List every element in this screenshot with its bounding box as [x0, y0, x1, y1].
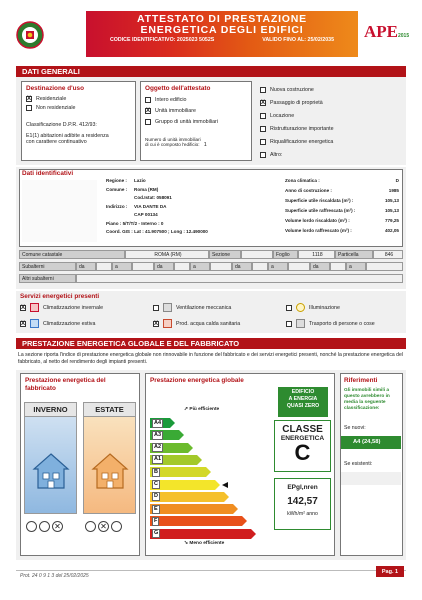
validita: VALIDO FINO AL: 25/02/2035 — [262, 37, 335, 43]
building-photo — [22, 180, 97, 242]
classe-value: C — [294, 440, 311, 465]
energy-class-c — [150, 480, 215, 490]
checkbox-checked[interactable]: X — [154, 320, 159, 327]
prestazione-intro: La sezione riporta l'indice di prestazione energetica globale non rinnovabile in funzione del fabbricato e dei servizi energetici presenti, nonché la prestazione energetica del fabbricato, al netto del rendimento degli impianti presenti. — [18, 352, 403, 365]
se-nuovi-arrow — [341, 436, 401, 449]
particella-value: 846 — [373, 250, 403, 259]
checkbox[interactable] — [260, 126, 266, 132]
servizio-climatizzazione-estiva[interactable]: X Climatizzazione estiva — [21, 320, 96, 327]
numero-unita-label-2: di cui è composto l'edificio: — [145, 142, 200, 147]
sezione-label: Sezione — [209, 250, 241, 259]
faucet-icon — [163, 319, 172, 328]
elevator-icon — [296, 319, 305, 328]
energy-class-label: A3 — [154, 431, 162, 438]
estate-label: ESTATE — [84, 403, 135, 417]
zero-energy-badge: EDIFICIO A ENERGIA QUASI ZERO — [278, 387, 328, 417]
piu-efficiente-label: Più efficiente — [189, 407, 220, 412]
classificazione-label: Classificazione D.P.R. 412/93: — [26, 122, 97, 128]
energy-class-label: E — [154, 505, 158, 512]
identificativi-left: Regione : Lazio Comune : Roma (RM) Cod.Istat: 058091 Indirizzo : VIA DANTE DA CAP 00134 Piano : 5/T/T/2 - Interno : 0 Coord. GIS : Lat : 41.907500 ; Long : 12.490000 — [106, 178, 208, 234]
classe-label: CLASSE — [282, 424, 323, 435]
document-title-line2: ENERGETICA DEGLI EDIFICI — [140, 24, 304, 36]
classificazione-value-1: E1(1) abitazioni adibite a residenza — [26, 133, 109, 139]
checkbox-checked[interactable]: X — [27, 95, 32, 102]
checkbox[interactable] — [26, 105, 32, 111]
destinazione-box — [21, 81, 136, 161]
smiley-neutral-icon — [39, 521, 50, 532]
energy-class-label: A2 — [154, 444, 162, 451]
inverno-panel — [24, 402, 77, 514]
energy-class-label: F — [154, 517, 158, 524]
fabbricato-title-1: Prestazione energetica del — [25, 377, 106, 384]
checkbox[interactable] — [260, 113, 266, 119]
epgl-box — [274, 478, 331, 530]
arrow-up-icon: ➚ — [184, 407, 189, 412]
energy-class-a1 — [150, 455, 197, 465]
servizio-acqua-calda[interactable]: X Prod. acqua calda sanitaria — [154, 320, 241, 327]
energy-class-label: A1 — [154, 456, 162, 463]
smiley-icon — [26, 521, 37, 532]
subalterni-label: Subalterni — [19, 262, 76, 271]
oggetto-box — [140, 81, 252, 161]
checkbox[interactable] — [286, 321, 292, 327]
comune-catastale-label: Comune catastale — [19, 250, 125, 259]
energy-class-a3 — [150, 430, 179, 440]
energy-class-d — [150, 492, 224, 502]
checkbox-checked[interactable]: X — [21, 320, 26, 327]
destinazione-non-residenziale[interactable]: Non residenziale — [26, 103, 131, 112]
ape-logo: APE2015 — [364, 22, 410, 41]
energy-class-b — [150, 467, 206, 477]
energy-class-a4 — [150, 418, 170, 428]
se-esistenti-arrow — [341, 472, 401, 485]
page-number: Pag. 1 — [376, 566, 404, 577]
numero-unita-value: 1 — [203, 142, 207, 148]
energy-class-label: B — [154, 468, 158, 475]
energy-class-label: D — [154, 493, 158, 500]
particella-label: Particella — [335, 250, 373, 259]
riferimenti-box — [340, 373, 403, 556]
smiley-icon — [85, 521, 96, 532]
energetica-label: ENERGETICA — [280, 435, 325, 442]
globale-box — [145, 373, 335, 556]
destinazione-residenziale[interactable]: X Residenziale — [27, 95, 67, 102]
house-summer-icon — [90, 451, 130, 491]
smiley-neutral-selected-icon: ✕ — [98, 521, 109, 532]
snowflake-icon — [30, 319, 39, 328]
smiley-row-estate — [85, 521, 122, 532]
energy-class-a2 — [150, 443, 188, 453]
identificativi-right: Zona climatica : D Anno di costruzione : 1985 Superficie utile riscaldata (m²) : 105,13 Superficie utile raffrescata (m²) : 105,13 Volume lordo riscaldato (m³) : 779,25 Volume lordo raffrescato (m³) : 402,05 — [285, 178, 399, 233]
checkbox-checked[interactable]: X — [21, 304, 26, 311]
energy-class-label: A4 — [154, 419, 162, 426]
smiley-row-inverno — [26, 521, 63, 532]
fabbricato-box — [20, 373, 140, 556]
sezione-value — [241, 250, 273, 259]
epgl-unit: kWh/m² anno — [287, 511, 318, 517]
motivo-nuova-costruzione[interactable]: Nuova costruzione — [260, 83, 400, 96]
energy-class-f — [150, 516, 242, 526]
checkbox[interactable] — [260, 139, 266, 145]
servizio-climatizzazione-invernale[interactable]: X Climatizzazione invernale — [21, 304, 104, 311]
regional-emblem — [16, 20, 44, 50]
epgl-value: 142,57 — [287, 496, 318, 507]
motivo-riqualificazione[interactable]: Riqualificazione energetica — [260, 135, 400, 148]
classificazione-value-2: con carattere continuativo — [26, 139, 87, 145]
altri-subalterni-value — [76, 274, 403, 283]
riferimenti-text: Gli immobili simili a questo avrebbero in media la seguente classificazione: — [344, 388, 390, 411]
document-title-line1: ATTESTATO DI PRESTAZIONE — [137, 13, 307, 25]
se-esistenti-label: Se esistenti: — [344, 461, 373, 467]
radiator-icon — [30, 303, 39, 312]
se-nuovi-label: Se nuovi: — [344, 425, 366, 431]
servizio-trasporto[interactable]: Trasporto di persone o cose — [286, 319, 375, 328]
estate-panel — [83, 402, 136, 514]
numero-unita-label-1: Numero di unità immobiliari — [145, 137, 201, 142]
motivo-passaggio-proprieta[interactable]: X Passaggio di proprietà — [261, 99, 323, 106]
se-nuovi-value: A4 (24,58) — [353, 439, 381, 445]
dati-identificativi-title: Dati identificativi — [22, 170, 74, 177]
arrow-down-icon: ➘ — [184, 541, 189, 546]
riferimenti-title: Riferimenti — [344, 377, 378, 384]
checkbox[interactable] — [153, 305, 159, 311]
energy-class-e — [150, 504, 233, 514]
classe-energetica-box — [274, 420, 331, 472]
energy-class-g — [150, 529, 251, 539]
motivo-altro[interactable]: Altro: — [260, 148, 400, 161]
meno-efficiente-label: Meno efficiente — [189, 541, 225, 546]
foglio-value: 1118 — [298, 250, 335, 259]
comune-catastale-value: ROMA (RM) — [125, 250, 209, 259]
destinazione-title: Destinazione d'uso — [26, 85, 84, 92]
motivo-locazione[interactable]: Locazione — [260, 109, 400, 122]
servizi-title: Servizi energetici presenti — [20, 293, 100, 300]
smiley-sad-icon — [111, 521, 122, 532]
oggetto-intero-edificio[interactable]: Intero edificio — [145, 94, 247, 105]
oggetto-title: Oggetto dell'attestato — [145, 85, 211, 92]
checkbox[interactable] — [145, 119, 151, 125]
altri-subalterni-label: Altri subalterni — [19, 274, 76, 283]
checkbox[interactable] — [260, 152, 266, 158]
checkbox-checked[interactable]: X — [146, 107, 151, 114]
document-header — [86, 11, 358, 57]
inverno-label: INVERNO — [25, 403, 76, 417]
codice-identificativo: CODICE IDENTIFICATIVO: 2025023 5052S — [109, 37, 215, 43]
foglio-label: Foglio — [273, 250, 298, 259]
epgl-label: EPgl,nren — [287, 484, 318, 491]
checkbox[interactable] — [145, 97, 151, 103]
servizio-ventilazione[interactable]: Ventilazione meccanica — [153, 303, 231, 312]
lightbulb-icon — [296, 303, 305, 312]
globale-title: Prestazione energetica globale — [150, 377, 244, 384]
footer-protocol: Prot. 24 0 9 1 3 del 25/02/2025 — [20, 573, 89, 579]
checkbox[interactable] — [260, 87, 266, 93]
energy-class-label: G — [154, 530, 159, 537]
current-class-marker — [222, 482, 228, 488]
motivo-ristrutturazione[interactable]: Ristrutturazione importante — [260, 122, 400, 135]
fan-icon — [163, 303, 172, 312]
servizio-illuminazione[interactable]: Illuminazione — [286, 303, 340, 312]
oggetto-gruppo[interactable]: Gruppo di unità immobiliari — [145, 116, 247, 127]
dati-generali-header: DATI GENERALI — [16, 66, 406, 77]
fabbricato-title-2: fabbricato — [25, 385, 56, 392]
checkbox[interactable] — [286, 305, 292, 311]
prestazione-header: PRESTAZIONE ENERGETICA GLOBALE E DEL FABBRICATO — [16, 338, 406, 349]
checkbox-checked[interactable]: X — [261, 99, 266, 106]
oggetto-unita-immobiliare[interactable]: X Unità immobiliare — [146, 107, 196, 114]
smiley-sad-selected-icon: ✕ — [52, 521, 63, 532]
house-winter-icon — [31, 451, 71, 491]
motivo-list — [260, 83, 400, 161]
energy-class-label: C — [154, 481, 158, 487]
